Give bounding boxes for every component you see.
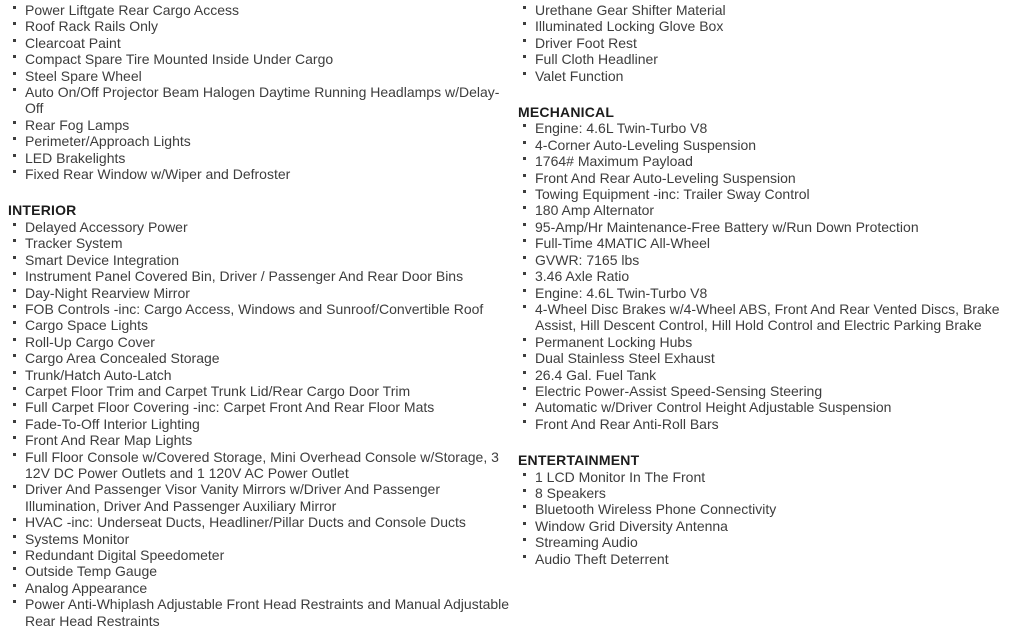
feature-item <box>518 202 1021 218</box>
square-bullet-icon <box>13 22 16 25</box>
feature-text: Full Floor Console w/Covered Storage, Mini Overhead Console w/Storage, 3 12V DC Power Outlets and 1 120V AC Power Outlet <box>25 448 499 481</box>
feature-item <box>518 334 1021 350</box>
feature-item <box>518 301 1021 334</box>
feature-text: Systems Monitor <box>25 530 130 547</box>
feature-item <box>8 2 511 18</box>
feature-text: Fade-To-Off Interior Lighting <box>25 415 200 432</box>
feature-text: Permanent Locking Hubs <box>535 333 693 350</box>
feature-text: HVAC -inc: Underseat Ducts, Headliner/Pillar Ducts and Console Ducts <box>25 514 466 531</box>
square-bullet-icon <box>13 387 16 390</box>
feature-item <box>518 170 1021 186</box>
square-bullet-icon <box>523 256 526 259</box>
feature-text: Electric Power-Assist Speed-Sensing Steering <box>535 382 823 399</box>
feature-text: Full Cloth Headliner <box>535 51 658 68</box>
feature-text: Valet Function <box>535 67 624 84</box>
feature-text: Steel Spare Wheel <box>25 67 142 84</box>
feature-text: Fixed Rear Window w/Wiper and Defroster <box>25 166 291 183</box>
feature-text: Engine: 4.6L Twin-Turbo V8 <box>535 284 708 301</box>
square-bullet-icon <box>523 505 526 508</box>
feature-item <box>8 35 511 51</box>
square-bullet-icon <box>523 555 526 558</box>
square-bullet-icon <box>13 88 16 91</box>
feature-text: Analog Appearance <box>25 579 148 596</box>
feature-item <box>518 350 1021 366</box>
square-bullet-icon <box>523 338 526 341</box>
square-bullet-icon <box>13 584 16 587</box>
square-bullet-icon <box>13 6 16 9</box>
square-bullet-icon <box>13 39 16 42</box>
feature-text: FOB Controls -inc: Cargo Access, Windows and Sunroof/Convertible Roof <box>25 300 484 317</box>
feature-item <box>8 580 511 596</box>
feature-text: 4-Corner Auto-Leveling Suspension <box>535 136 757 153</box>
feature-text: 1764# Maximum Payload <box>535 153 693 170</box>
feature-text: Dual Stainless Steel Exhaust <box>535 350 715 367</box>
square-bullet-icon <box>523 354 526 357</box>
feature-text: 3.46 Axle Ratio <box>535 268 630 285</box>
feature-item <box>8 367 511 383</box>
square-bullet-icon <box>523 305 526 308</box>
feature-text: Engine: 4.6L Twin-Turbo V8 <box>535 120 708 137</box>
feature-text: Roll-Up Cargo Cover <box>25 333 155 350</box>
feature-text: Tracker System <box>25 235 123 252</box>
square-bullet-icon <box>523 538 526 541</box>
square-bullet-icon <box>523 124 526 127</box>
feature-item <box>8 133 511 149</box>
feature-text: 26.4 Gal. Fuel Tank <box>535 366 657 383</box>
square-bullet-icon <box>523 190 526 193</box>
square-bullet-icon <box>523 206 526 209</box>
feature-text: Compact Spare Tire Mounted Inside Under Cargo <box>25 51 334 68</box>
feature-item <box>518 551 1021 567</box>
feature-item <box>8 399 511 415</box>
feature-text: 1 LCD Monitor In The Front <box>535 468 706 485</box>
feature-item <box>8 481 511 514</box>
square-bullet-icon <box>523 141 526 144</box>
square-bullet-icon <box>13 289 16 292</box>
feature-item <box>518 501 1021 517</box>
square-bullet-icon <box>523 223 526 226</box>
square-bullet-icon <box>13 338 16 341</box>
square-bullet-icon <box>523 72 526 75</box>
feature-text: Outside Temp Gauge <box>25 563 158 580</box>
feature-text: Carpet Floor Trim and Carpet Trunk Lid/Rear Cargo Door Trim <box>25 382 411 399</box>
feature-item <box>8 383 511 399</box>
feature-item <box>8 18 511 34</box>
feature-item <box>518 383 1021 399</box>
feature-item <box>518 268 1021 284</box>
feature-item <box>8 51 511 67</box>
square-bullet-icon <box>523 403 526 406</box>
section-header: MECHANICAL <box>518 104 615 121</box>
feature-text: Driver And Passenger Visor Vanity Mirrors w/Driver And Passenger Illumination, Driver And Passenger Auxiliary Mirror <box>25 481 440 514</box>
square-bullet-icon <box>13 137 16 140</box>
square-bullet-icon <box>523 420 526 423</box>
square-bullet-icon <box>523 55 526 58</box>
feature-text: Perimeter/Approach Lights <box>25 133 191 150</box>
feature-text: Smart Device Integration <box>25 251 180 268</box>
feature-text: 180 Amp Alternator <box>535 202 655 219</box>
square-bullet-icon <box>523 289 526 292</box>
feature-text: Audio Theft Deterrent <box>535 550 669 567</box>
square-bullet-icon <box>13 371 16 374</box>
feature-text: Auto On/Off Projector Beam Halogen Daytime Running Headlamps w/Delay-Off <box>25 84 500 117</box>
feature-text: Instrument Panel Covered Bin, Driver / Passenger And Rear Door Bins <box>25 268 464 285</box>
feature-item <box>518 137 1021 153</box>
feature-item <box>518 235 1021 251</box>
feature-text: Rear Fog Lamps <box>25 116 130 133</box>
feature-item <box>8 117 511 133</box>
features-column-right <box>518 2 1021 567</box>
feature-text: Roof Rack Rails Only <box>25 18 159 35</box>
feature-text: Cargo Space Lights <box>25 317 148 334</box>
feature-text: GVWR: 7165 lbs <box>535 251 640 268</box>
feature-text: 95-Amp/Hr Maintenance-Free Battery w/Run Down Protection <box>535 218 919 235</box>
square-bullet-icon <box>13 535 16 538</box>
feature-text: Front And Rear Auto-Leveling Suspension <box>535 169 796 186</box>
feature-item <box>518 367 1021 383</box>
feature-item <box>8 285 511 301</box>
feature-item <box>518 399 1021 415</box>
feature-text: Full Carpet Floor Covering -inc: Carpet Front And Rear Floor Mats <box>25 399 435 416</box>
square-bullet-icon <box>13 551 16 554</box>
square-bullet-icon <box>13 485 16 488</box>
feature-text: Driver Foot Rest <box>535 34 637 51</box>
features-column-left <box>8 2 511 629</box>
square-bullet-icon <box>523 371 526 374</box>
feature-item <box>518 219 1021 235</box>
feature-text: Urethane Gear Shifter Material <box>535 2 726 18</box>
square-bullet-icon <box>13 420 16 423</box>
feature-item <box>8 432 511 448</box>
square-bullet-icon <box>523 6 526 9</box>
square-bullet-icon <box>13 403 16 406</box>
feature-item <box>518 35 1021 51</box>
square-bullet-icon <box>13 55 16 58</box>
feature-text: Streaming Audio <box>535 534 638 551</box>
feature-item <box>518 485 1021 501</box>
feature-text: Full-Time 4MATIC All-Wheel <box>535 235 711 252</box>
feature-text: Power Anti-Whiplash Adjustable Front Head Restraints and Manual Adjustable Rear Head Restraints <box>25 596 510 629</box>
feature-item <box>518 186 1021 202</box>
square-bullet-icon <box>13 453 16 456</box>
feature-item <box>8 268 511 284</box>
feature-text: 8 Speakers <box>535 484 606 501</box>
feature-item <box>8 334 511 350</box>
feature-item <box>518 120 1021 136</box>
square-bullet-icon <box>523 387 526 390</box>
square-bullet-icon <box>13 354 16 357</box>
feature-item <box>8 563 511 579</box>
section-header: ENTERTAINMENT <box>518 452 640 469</box>
feature-item <box>518 18 1021 34</box>
feature-text: Bluetooth Wireless Phone Connectivity <box>535 501 777 518</box>
feature-text: Front And Rear Anti-Roll Bars <box>535 415 719 432</box>
feature-item <box>8 449 511 482</box>
square-bullet-icon <box>523 473 526 476</box>
feature-item <box>518 518 1021 534</box>
square-bullet-icon <box>13 305 16 308</box>
square-bullet-icon <box>523 39 526 42</box>
square-bullet-icon <box>13 321 16 324</box>
feature-item <box>8 84 511 117</box>
feature-item <box>8 150 511 166</box>
square-bullet-icon <box>13 272 16 275</box>
square-bullet-icon <box>523 157 526 160</box>
feature-text: Illuminated Locking Glove Box <box>535 18 724 35</box>
feature-item <box>8 219 511 235</box>
square-bullet-icon <box>13 239 16 242</box>
feature-text: Window Grid Diversity Antenna <box>535 517 728 534</box>
feature-item <box>518 68 1021 84</box>
feature-text: Front And Rear Map Lights <box>25 432 193 449</box>
feature-item <box>8 68 511 84</box>
feature-text: LED Brakelights <box>25 149 126 166</box>
feature-item <box>518 469 1021 485</box>
square-bullet-icon <box>13 567 16 570</box>
feature-item <box>8 350 511 366</box>
square-bullet-icon <box>523 522 526 525</box>
square-bullet-icon <box>13 121 16 124</box>
feature-item <box>518 51 1021 67</box>
square-bullet-icon <box>13 223 16 226</box>
feature-text: Power Liftgate Rear Cargo Access <box>25 2 239 18</box>
feature-text: Cargo Area Concealed Storage <box>25 350 220 367</box>
square-bullet-icon <box>523 174 526 177</box>
feature-text: Day-Night Rearview Mirror <box>25 284 190 301</box>
feature-text: Towing Equipment -inc: Trailer Sway Control <box>535 186 810 203</box>
feature-text: Redundant Digital Speedometer <box>25 547 225 563</box>
square-bullet-icon <box>13 436 16 439</box>
feature-item <box>8 416 511 432</box>
feature-item <box>8 235 511 251</box>
feature-text: Automatic w/Driver Control Height Adjustable Suspension <box>535 399 892 416</box>
feature-text: 4-Wheel Disc Brakes w/4-Wheel ABS, Front And Rear Vented Discs, Brake Assist, Hill Descent Control, Hill Hold Control and Electric Parking Brake <box>535 300 1000 334</box>
feature-item <box>8 596 511 629</box>
square-bullet-icon <box>523 489 526 492</box>
feature-item <box>518 252 1021 268</box>
feature-item <box>518 285 1021 301</box>
feature-item <box>8 252 511 268</box>
feature-item <box>518 2 1021 18</box>
square-bullet-icon <box>13 170 16 173</box>
feature-item <box>8 514 511 530</box>
feature-item <box>518 416 1021 432</box>
feature-item <box>8 166 511 182</box>
square-bullet-icon <box>13 518 16 521</box>
square-bullet-icon <box>13 600 16 603</box>
square-bullet-icon <box>523 272 526 275</box>
feature-item <box>8 531 511 547</box>
square-bullet-icon <box>523 22 526 25</box>
square-bullet-icon <box>13 256 16 259</box>
feature-item <box>518 534 1021 550</box>
section-header: INTERIOR <box>8 202 77 219</box>
square-bullet-icon <box>523 239 526 242</box>
feature-text: Clearcoat Paint <box>25 34 121 51</box>
square-bullet-icon <box>13 154 16 157</box>
feature-text: Trunk/Hatch Auto-Latch <box>25 366 172 383</box>
feature-item <box>518 153 1021 169</box>
feature-text: Delayed Accessory Power <box>25 218 188 235</box>
square-bullet-icon <box>13 72 16 75</box>
feature-item <box>8 547 511 563</box>
feature-item <box>8 317 511 333</box>
feature-item <box>8 301 511 317</box>
